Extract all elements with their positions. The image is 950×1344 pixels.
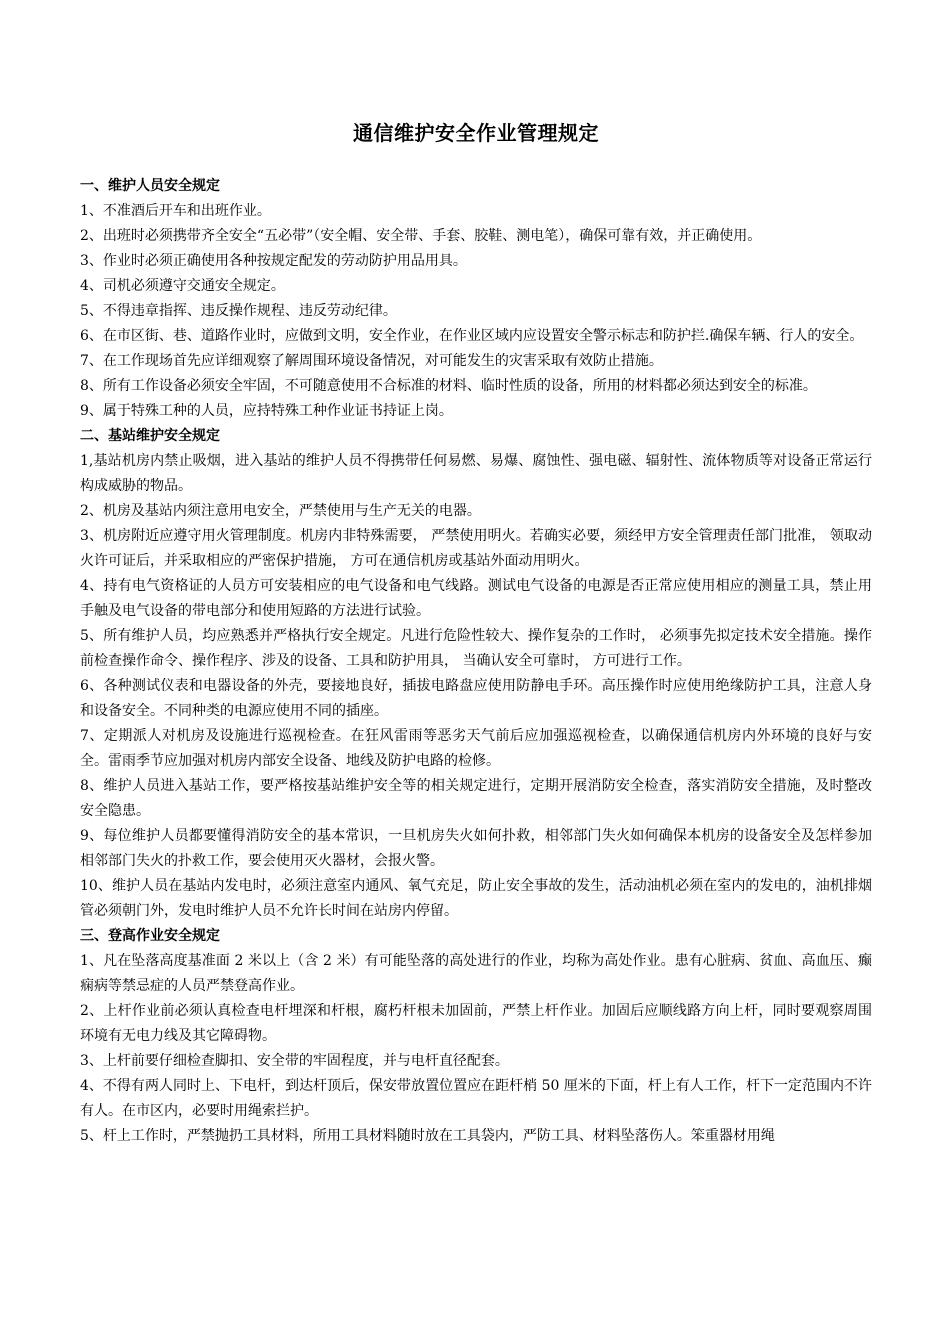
paragraph: 3、作业时必须正确使用各种按规定配发的劳动防护用品用具。 bbox=[80, 253, 467, 269]
paragraph: 10、维护人员在基站内发电时，必须注意室内通风、氧气充足，防止安全事故的发生，活动油机必须在室内的发电的，油机排烟管必须朝门外，发电时维护人员不允许长时间在站房内停留。 bbox=[80, 878, 872, 919]
paragraph: 2、机房及基站内须注意用电安全，严禁使用与生产无关的电器。 bbox=[80, 503, 481, 519]
document-title: 通信维护安全作业管理规定 bbox=[353, 121, 599, 145]
section-heading: 一、维护人员安全规定 bbox=[80, 178, 220, 194]
section-1 bbox=[80, 174, 872, 424]
section-heading: 三、登高作业安全规定 bbox=[80, 928, 220, 944]
paragraph: 2、出班时必须携带齐全安全“五必带”（安全帽、安全带、手套、胶鞋、测电笔），确保可靠有效，并正确使用。 bbox=[80, 228, 762, 244]
paragraph: 5、不得违章指挥、违反操作规程、违反劳动纪律。 bbox=[80, 303, 397, 319]
paragraph: 4、不得有两人同时上、下电杆，到达杆顶后，保安带放置位置应在距杆梢 50 厘米的下面，杆上有人工作，杆下一定范围内不许有人。在市区内，必要时用绳索拦护。 bbox=[80, 1078, 872, 1119]
paragraph: 6、在市区街、巷、道路作业时，应做到文明，安全作业，在作业区域内应设置安全警示标志和防护拦.确保车辆、行人的安全。 bbox=[80, 328, 864, 344]
paragraph: 4、司机必须遵守交通安全规定。 bbox=[80, 278, 285, 294]
paragraph: 9、每位维护人员都要懂得消防安全的基本常识，一旦机房失火如何扑救，相邻部门失火如何确保本机房的设备安全及怎样参加相邻部门失火的扑救工作，要会使用灭火器材，会报火警。 bbox=[80, 828, 872, 869]
paragraph: 7、在工作现场首先应详细观察了解周围环境设备情况，对可能发生的灾害采取有效防止措施。 bbox=[80, 353, 663, 369]
section-heading: 二、基站维护安全规定 bbox=[80, 428, 220, 444]
document-page bbox=[80, 118, 872, 1149]
paragraph: 8、维护人员进入基站工作，要严格按基站维护安全等的相关规定进行，定期开展消防安全检查，落实消防安全措施，及时整改安全隐患。 bbox=[80, 778, 872, 819]
section-3 bbox=[80, 924, 872, 1149]
paragraph: 7、定期派人对机房及设施进行巡视检查。在狂风雷雨等恶劣天气前后应加强巡视检查，以确保通信机房内外环境的良好与安全。雷雨季节应加强对机房内部安全设备、地线及防护电路的检修。 bbox=[80, 728, 872, 769]
paragraph: 1,基站机房内禁止吸烟，进入基站的维护人员不得携带任何易燃、易爆、腐蚀性、强电磁、辐射性、流体物质等对设备正常运行构成威胁的物品。 bbox=[80, 453, 872, 494]
paragraph: 1、凡在坠落高度基准面 2 米以上（含 2 米）有可能坠落的高处进行的作业，均称为高处作业。患有心脏病、贫血、高血压、癫痫病等禁忌症的人员严禁登高作业。 bbox=[80, 953, 872, 994]
paragraph: 3、上杆前要仔细检查脚扣、安全带的牢固程度，并与电杆直径配套。 bbox=[80, 1053, 509, 1069]
paragraph: 2、上杆作业前必须认真检查电杆埋深和杆根，腐朽杆根未加固前，严禁上杆作业。加固后应顺线路方向上杆，同时要观察周围环境有无电力线及其它障碍物。 bbox=[80, 1003, 872, 1044]
paragraph: 8、所有工作设备必须安全牢固，不可随意使用不合标准的材料、临时性质的设备，所用的材料都必须达到安全的标准。 bbox=[80, 378, 817, 394]
paragraph: 1、不准酒后开车和出班作业。 bbox=[80, 203, 271, 219]
paragraph: 9、属于特殊工种的人员，应持特殊工种作业证书持证上岗。 bbox=[80, 403, 453, 419]
section-2 bbox=[80, 424, 872, 924]
paragraph: 4、持有电气资格证的人员方可安装相应的电气设备和电气线路。测试电气设备的电源是否正常应使用相应的测量工具，禁止用手触及电气设备的带电部分和使用短路的方法进行试验。 bbox=[80, 578, 872, 619]
paragraph: 5、杆上工作时，严禁抛扔工具材料，所用工具材料随时放在工具袋内，严防工具、材料坠落伤人。笨重器材用绳 bbox=[80, 1128, 775, 1144]
paragraph: 3、机房附近应遵守用火管理制度。机房内非特殊需要， 严禁使用明火。若确实必要，须经甲方安全管理责任部门批准， 领取动火许可证后，并采取相应的严密保护措施， 方可在通信机房或基站外面动用明火。 bbox=[80, 528, 872, 569]
paragraph: 6、各种测试仪表和电器设备的外壳，要接地良好，插拔电路盘应使用防静电手环。高压操作时应使用绝缘防护工具，注意人身和设备安全。不同种类的电源应使用不同的插座。 bbox=[80, 678, 872, 719]
paragraph: 5、所有维护人员，均应熟悉并严格执行安全规定。凡进行危险性较大、操作复杂的工作时， 必须事先拟定技术安全措施。操作前检查操作命令、操作程序、涉及的设备、工具和防护用具， 当确认安全可靠时， 方可进行工作。 bbox=[80, 628, 872, 669]
